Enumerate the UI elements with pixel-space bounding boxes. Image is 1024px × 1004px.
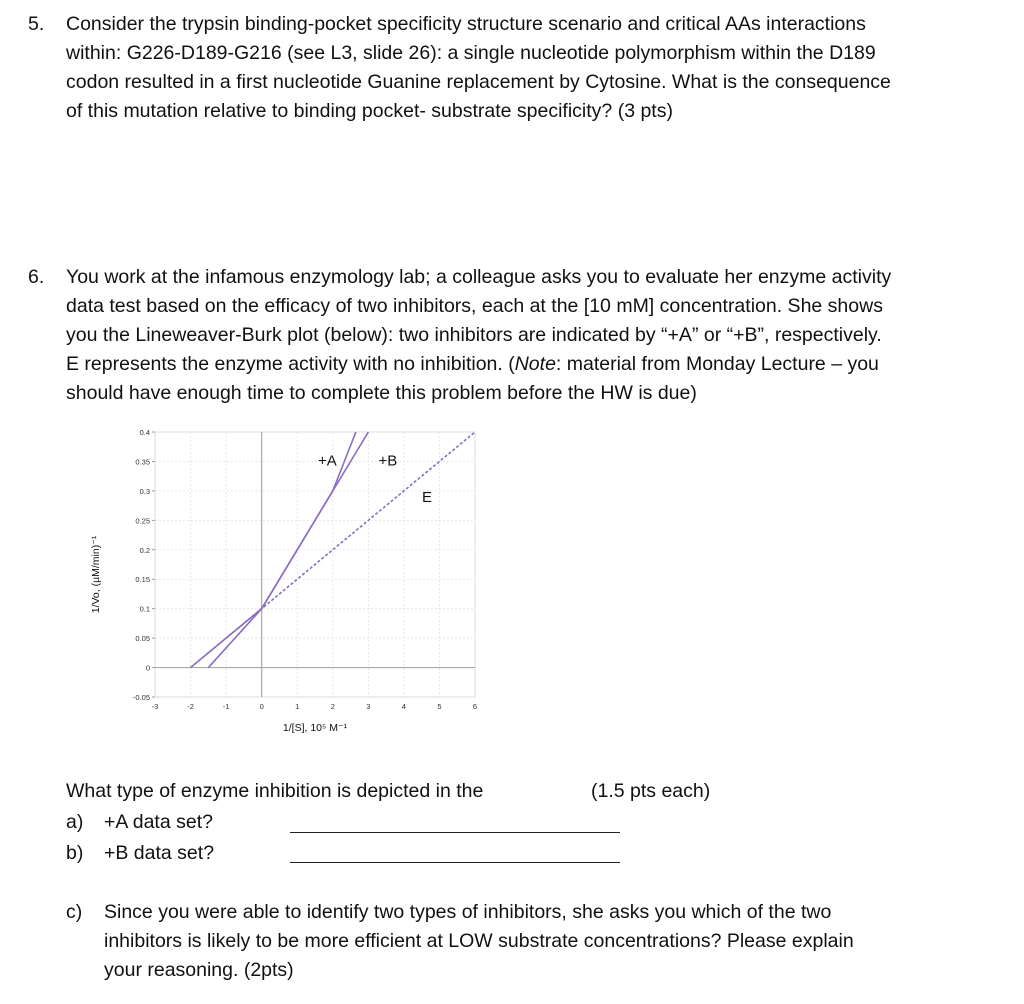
question-6	[28, 263, 891, 408]
y-tick-label: 0.1	[139, 604, 150, 614]
y-tick-label: 0.35	[135, 457, 150, 467]
question-5-line: Consider the trypsin binding-pocket specificity structure scenario and critical AAs interactions	[66, 13, 866, 35]
answer-blank-b[interactable]	[290, 862, 620, 863]
subquestion-c	[66, 898, 854, 985]
x-axis-title: 1/[S], 10⁵ M⁻¹	[282, 722, 348, 734]
question-5-line: within: G226-D189-G216 (see L3, slide 26): a single nucleotide polymorphism within the D189	[66, 42, 876, 64]
subquestion-a-text: +A data set?	[104, 811, 213, 833]
y-tick-label: 0.05	[135, 634, 150, 644]
y-tick-label: 0.2	[139, 545, 150, 555]
question-6-line: you the Lineweaver-Burk plot (below): two inhibitors are indicated by “+A” or “+B”, respectively.	[66, 324, 882, 346]
question-5-number: 5.	[28, 13, 45, 35]
y-tick-label: 0.15	[135, 575, 150, 585]
y-tick-label: 0.25	[135, 516, 150, 526]
y-axis-title: 1/Vo, (µM/min)⁻¹	[90, 535, 102, 614]
series-label-plus-a: +A	[318, 452, 337, 470]
question-5	[28, 10, 891, 126]
question-6-line	[66, 350, 891, 379]
line4-pre: E represents the enzyme activity with no inhibition. (	[66, 353, 515, 375]
inhibition-type-prompt: What type of enzyme inhibition is depicted in the	[66, 780, 484, 802]
x-tick-label: 4	[401, 702, 406, 711]
y-tick-label: -0.05	[132, 693, 150, 702]
x-tick-label: 5	[437, 702, 442, 711]
note-italic: Note	[514, 353, 556, 375]
series-label-plus-b: +B	[378, 452, 398, 470]
x-tick-label: -2	[187, 702, 194, 711]
answer-blank-a[interactable]	[290, 832, 620, 833]
subquestion-c-line: inhibitors is likely to be more efficient at LOW substrate concentrations? Please explain	[104, 930, 854, 952]
question-5-line: of this mutation relative to binding pocket- substrate specificity? (3 pts)	[66, 100, 673, 122]
x-tick-label: -3	[151, 702, 159, 711]
subquestion-c-line: Since you were able to identify two types of inhibitors, she asks you which of the two	[104, 901, 832, 923]
subquestion-b-label: b)	[66, 842, 84, 864]
question-6-number: 6.	[28, 266, 45, 288]
lineweaver-burk-chart	[85, 420, 505, 740]
series-label-e: E	[421, 488, 433, 506]
subquestion-c-label: c)	[66, 901, 83, 923]
question-5-text	[66, 10, 891, 126]
subquestion-a-label: a)	[66, 811, 84, 833]
x-tick-label: 3	[366, 702, 371, 711]
y-tick-label: 0.4	[139, 428, 150, 437]
subquestion-c-line: your reasoning. (2pts)	[104, 959, 294, 981]
y-tick-label: 0	[145, 663, 150, 673]
question-6-text	[66, 263, 891, 408]
x-tick-label: 2	[330, 702, 335, 711]
subquestion-b	[66, 839, 214, 868]
x-tick-label: 6	[472, 702, 478, 711]
points-note: (1.5 pts each)	[591, 780, 711, 802]
question-6-line: should have enough time to complete this problem before the HW is due)	[66, 382, 697, 404]
x-tick-label: 1	[295, 702, 300, 711]
subquestion-a	[66, 808, 213, 837]
x-tick-label: 0	[259, 702, 264, 711]
y-tick-label: 0.3	[139, 486, 150, 496]
x-tick-label: -1	[222, 702, 230, 711]
question-6-line: data test based on the efficacy of two inhibitors, each at the [10 mM] concentration. She shows	[66, 295, 883, 317]
question-6-line: You work at the infamous enzymology lab; a colleague asks you to evaluate her enzyme activity	[66, 266, 892, 288]
subquestion-b-text: +B data set?	[104, 842, 215, 864]
line4-post: : material from Monday Lecture – you	[555, 353, 879, 375]
question-5-line: codon resulted in a first nucleotide Guanine replacement by Cytosine. What is the consequence	[66, 71, 891, 93]
